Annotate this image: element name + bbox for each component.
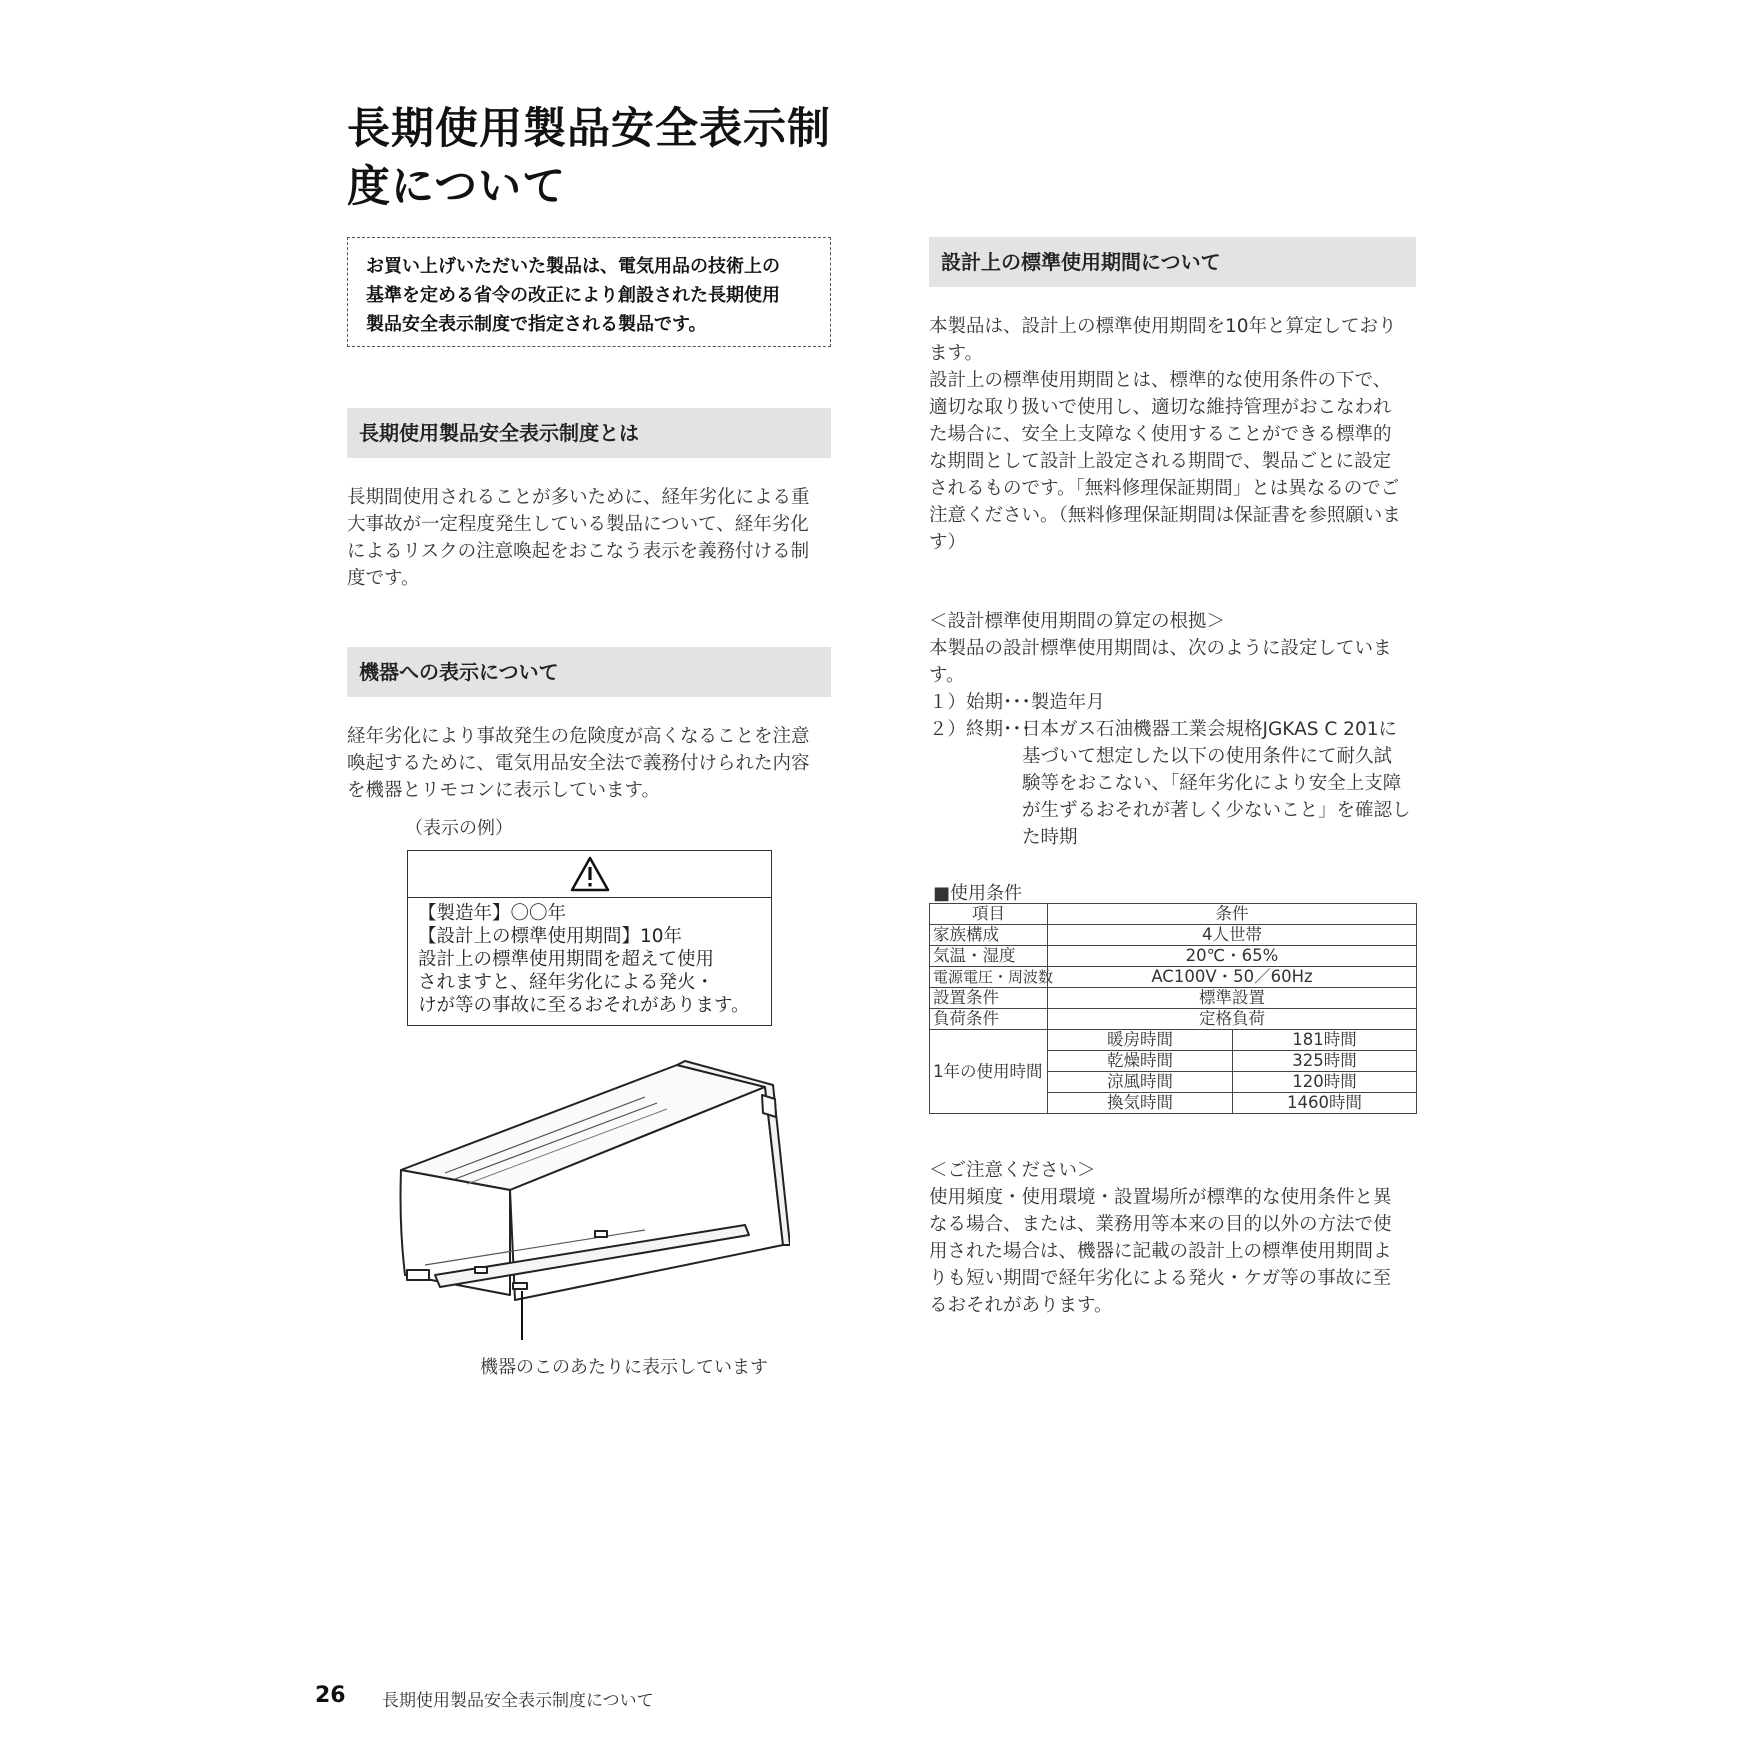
basis-step-start: １）始期･･･製造年月 [929,692,1105,713]
body-line: ます。 [929,343,984,364]
table-cell: 181時間 [1233,1030,1417,1051]
body-line: 本製品の設計標準使用期間は、次のように設定していま [929,638,1392,659]
body-line: た時期 [1022,827,1078,848]
table-header-row [930,904,1417,925]
body-line: 注意ください。（無料修理保証期間は保証書を参照願いま [929,505,1401,526]
air-conditioner-illustration [395,1055,790,1340]
table-cell: 20℃・65% [1048,946,1417,967]
body-line: 経年劣化により事故発生の危険度が高くなることを注意 [347,726,810,747]
body-line: 使用頻度・使用環境・設置場所が標準的な使用条件と異 [929,1187,1392,1208]
table-row [930,988,1417,1009]
caution-heading: ＜ご注意ください＞ [929,1160,1096,1181]
body-line: が生ずるおそれが著しく少ないこと」を確認し [1022,800,1411,821]
figure-caption: 機器のこのあたりに表示しています [480,1357,768,1378]
table-header-cell: 条件 [1048,904,1417,925]
section-labeling-body [347,723,837,804]
body-line: す。 [929,665,965,686]
example-caption: （表示の例） [405,818,513,839]
warning-triangle-icon [570,856,610,892]
table-cell: 設置条件 [930,988,1048,1009]
intro-line: 製品安全表示制度で指定される製品です。 [366,314,707,335]
table-cell-annual-label: 1年の使用時間 [930,1030,1048,1114]
label-line: けが等の事故に至るおそれがあります。 [418,995,750,1016]
caution-section [929,1157,1419,1319]
table-cell: 120時間 [1233,1072,1417,1093]
label-text [408,898,771,1021]
body-line: 大事故が一定程度発生している製品について、経年劣化 [347,514,809,535]
page-title-line: 度について [347,162,567,212]
table-cell: 乾燥時間 [1048,1051,1233,1072]
page-title [347,100,867,216]
page-title-line: 長期使用製品安全表示制 [347,104,831,154]
table-row [930,967,1417,988]
table-cell: 涼風時間 [1048,1072,1233,1093]
label-line: 【設計上の標準使用期間】10年 [418,926,683,947]
body-line: 適切な取り扱いで使用し、適切な維持管理がおこなわれ [929,397,1392,418]
section-heading-standard-period: 設計上の標準使用期間について [929,237,1416,287]
page-number: 26 [315,1683,346,1708]
body-line: 基づいて想定した以下の使用条件にて耐久試 [1022,746,1393,767]
body-line: す） [929,532,967,553]
table-cell: 気温・湿度 [930,946,1048,967]
body-line: りも短い期間で経年劣化による発火・ケガ等の事故に至 [929,1268,1392,1289]
table-cell: 1460時間 [1233,1093,1417,1114]
label-warning-row [408,851,771,898]
table-cell: 定格負荷 [1048,1009,1417,1030]
table-cell: 家族構成 [930,925,1048,946]
basis-section [929,608,1419,851]
table-cell: 325時間 [1233,1051,1417,1072]
body-line: 長期間使用されることが多いために、経年劣化による重 [347,487,810,508]
body-line: を機器とリモコンに表示しています。 [347,780,661,801]
body-line: 用された場合は、機器に記載の設計上の標準使用期間よ [929,1241,1392,1262]
intro-line: 基準を定める省令の改正により創設された長期使用 [366,285,780,306]
table-cell: 暖房時間 [1048,1030,1233,1051]
body-line: 験等をおこない、「経年劣化により安全上支障 [1022,773,1402,794]
basis-step-end [929,716,1419,851]
table-row [930,1030,1417,1051]
body-line: 喚起するために、電気用品安全法で義務付けられた内容 [347,753,810,774]
table-header-cell: 項目 [930,904,1048,925]
label-example-box [407,850,772,1026]
table-cell: 電源電圧・周波数 [930,967,1048,988]
table-cell: 換気時間 [1048,1093,1233,1114]
section-heading-labeling: 機器への表示について [347,647,831,697]
table-row [930,925,1417,946]
table-row [930,1009,1417,1030]
section-standard-period-body [929,313,1419,556]
body-line: によるリスクの注意喚起をおこなう表示を義務付ける制 [347,541,810,562]
intro-notice-box [347,237,831,347]
table-cell: 標準設置 [1048,988,1417,1009]
section-heading-system: 長期使用製品安全表示制度とは [347,408,831,458]
body-line: されるものです。「無料修理保証期間」とは異なるのでご [929,478,1400,499]
body-line: 本製品は、設計上の標準使用期間を10年と算定しており [929,316,1397,337]
body-line: 日本ガス石油機器工業会規格JGKAS C 201に [1022,719,1397,740]
section-system-body [347,484,837,592]
footer-title: 長期使用製品安全表示制度について [382,1691,654,1711]
body-line: るおそれがあります。 [929,1295,1113,1316]
label-line: 【製造年】〇〇年 [418,903,567,924]
intro-line: お買い上げいただいた製品は、電気用品の技術上の [366,256,780,277]
body-line: 設計上の標準使用期間とは、標準的な使用条件の下で、 [929,370,1392,391]
table-cell: 4人世帯 [1048,925,1417,946]
table-cell: AC100V・50／60Hz [1048,967,1417,988]
conditions-table-title: ■使用条件 [933,883,1023,904]
label-line: 設計上の標準使用期間を超えて使用 [418,949,715,970]
usage-conditions-table [929,903,1417,1114]
basis-step-end-prefix: ２）終期･･･ [929,719,1031,740]
body-line: 度です。 [347,568,420,589]
label-line: されますと、経年劣化による発火・ [418,972,715,993]
body-line: なる場合、または、業務用等本来の目的以外の方法で使 [929,1214,1392,1235]
body-line: な期間として設計上設定される期間で、製品ごとに設定 [929,451,1392,472]
table-cell: 負荷条件 [930,1009,1048,1030]
body-line: た場合に、安全上支障なく使用することができる標準的 [929,424,1392,445]
basis-heading: ＜設計標準使用期間の算定の根拠＞ [929,611,1226,632]
table-row [930,946,1417,967]
